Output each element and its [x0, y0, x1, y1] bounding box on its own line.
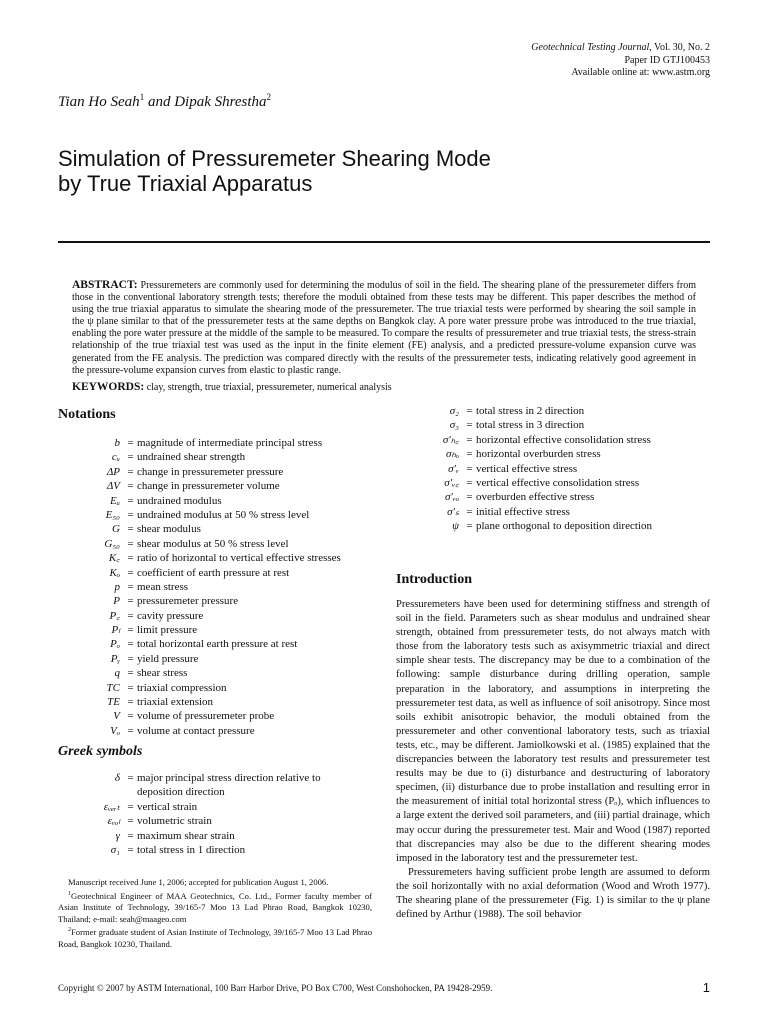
notations-heading-text: Notations	[58, 407, 116, 422]
notation-symbol: G₅₀	[104, 537, 120, 550]
notation-equals: =	[127, 710, 134, 723]
notation-row	[58, 537, 368, 551]
notation-definition: limit pressure	[137, 624, 198, 637]
notation-row	[58, 580, 368, 594]
notation-symbol: Kₒ	[109, 566, 120, 579]
footnote-1-mark: 1	[68, 890, 71, 897]
notation-symbol: TE	[107, 696, 120, 709]
notation-definition: horizontal overburden stress	[476, 448, 601, 461]
notation-definition: shear modulus at 50 % stress level	[137, 537, 289, 550]
notation-equals: =	[127, 815, 134, 828]
journal-header	[531, 42, 710, 80]
notation-symbol: Vₒ	[110, 724, 120, 737]
notation-symbol: σ′ᵥ꜀	[444, 476, 459, 489]
journal-name: Geotechnical Testing Journal	[531, 42, 650, 53]
author-2-affil: 2	[266, 92, 272, 102]
notation-definition: initial effective stress	[476, 505, 570, 518]
notation-equals: =	[127, 624, 134, 637]
abstract	[72, 279, 696, 377]
page-number: 1	[702, 980, 710, 995]
notation-symbol: σ′ᵥₒ	[444, 491, 459, 504]
notation-definition: total stress in 3 direction	[476, 419, 585, 432]
notation-definition: vertical effective stress	[476, 462, 578, 475]
notation-row	[58, 681, 368, 695]
footnote-2-mark: 2	[68, 927, 71, 934]
copyright: Copyright © 2007 by ASTM International, 100 Barr Harbor Drive, PO Box C700, West Conshohocken, PA 19428-2959.	[58, 983, 493, 993]
notation-row	[58, 771, 368, 800]
notation-definition: shear stress	[137, 667, 188, 680]
notation-definition: overburden effective stress	[476, 491, 595, 504]
notation-equals: =	[127, 508, 134, 521]
introduction-heading	[396, 570, 472, 588]
notation-equals: =	[127, 451, 134, 464]
notation-row	[58, 637, 368, 651]
notation-row	[58, 594, 368, 608]
notation-definition: volumetric strain	[137, 815, 212, 828]
introduction-body	[396, 598, 710, 922]
notation-equals: =	[127, 652, 134, 665]
notation-equals: =	[127, 494, 134, 507]
notation-equals: =	[127, 681, 134, 694]
notation-symbol: TC	[106, 681, 120, 694]
author-line	[58, 92, 271, 111]
notation-definition: total stress in 1 direction	[137, 844, 246, 857]
notation-row	[58, 666, 368, 680]
notation-row	[58, 829, 368, 843]
notation-equals: =	[127, 480, 134, 493]
notation-equals: =	[127, 437, 134, 449]
notation-row	[58, 652, 368, 666]
notation-symbol: p	[114, 580, 120, 593]
notation-row	[380, 433, 710, 447]
notation-equals: =	[466, 505, 473, 518]
notation-definition: major principal stress direction relative to deposition direction	[137, 772, 321, 799]
notation-symbol: cᵤ	[111, 451, 120, 464]
notation-definition: cavity pressure	[137, 609, 204, 622]
notation-row	[58, 724, 368, 738]
author-1-affil: 1	[139, 92, 145, 102]
notation-equals: =	[127, 724, 134, 737]
notation-row	[58, 843, 368, 857]
notation-row	[58, 800, 368, 814]
notation-row	[380, 476, 710, 490]
notation-symbol: b	[114, 437, 120, 449]
notation-equals: =	[466, 419, 473, 432]
notations-heading	[58, 405, 116, 423]
notation-row	[58, 566, 368, 580]
notation-equals: =	[127, 552, 134, 565]
notation-row	[58, 479, 368, 493]
online-availability: Available online at: www.astm.org	[571, 67, 710, 78]
notation-row	[58, 522, 368, 536]
notation-row	[380, 447, 710, 461]
notation-definition: vertical strain	[137, 800, 198, 813]
notation-equals: =	[127, 772, 134, 784]
notation-definition: triaxial compression	[137, 681, 227, 694]
notation-row	[58, 814, 368, 828]
notation-equals: =	[466, 433, 473, 446]
received-note: Manuscript received June 1, 2006; accepted for publication August 1, 2006.	[68, 877, 329, 887]
notation-equals: =	[127, 523, 134, 536]
notation-symbol: ΔP	[106, 465, 120, 478]
notations-list	[58, 436, 368, 738]
notation-equals: =	[466, 462, 473, 475]
notation-symbol: Pₗ	[111, 624, 120, 637]
footnote-1	[58, 889, 372, 926]
notation-definition: plane orthogonal to deposition direction	[476, 520, 652, 533]
notation-definition: triaxial extension	[137, 696, 214, 709]
notation-row	[380, 505, 710, 519]
notation-symbol: G	[112, 523, 120, 536]
notations-continued	[380, 404, 710, 534]
notation-equals: =	[466, 405, 473, 417]
notation-symbol: σ′ᵥ	[448, 462, 459, 475]
notation-row	[58, 450, 368, 464]
notation-symbol: σ′ₛ	[447, 505, 459, 518]
notation-equals: =	[127, 638, 134, 651]
notation-definition: mean stress	[137, 580, 189, 593]
notation-equals: =	[466, 448, 473, 461]
notation-definition: coefficient of earth pressure at rest	[137, 566, 290, 579]
introduction-heading-text: Introduction	[396, 572, 472, 587]
notation-equals: =	[127, 844, 134, 857]
notation-definition: pressuremeter pressure	[137, 595, 239, 608]
abstract-label: ABSTRACT:	[72, 279, 138, 291]
footnotes	[58, 877, 372, 950]
notation-symbol: P	[113, 595, 120, 608]
notation-equals: =	[127, 580, 134, 593]
author-2: Dipak Shrestha	[174, 94, 267, 110]
notation-definition: change in pressuremeter volume	[137, 480, 280, 493]
notation-equals: =	[127, 667, 134, 680]
notation-row	[58, 465, 368, 479]
notation-symbol: Eᵤ	[110, 494, 120, 507]
keywords-text: clay, strength, true triaxial, pressuremeter, numerical analysis	[144, 382, 392, 393]
notation-symbol: σ′ₕ꜀	[442, 433, 459, 446]
notation-definition: yield pressure	[137, 652, 199, 665]
notation-equals: =	[127, 465, 134, 478]
title-divider	[58, 241, 710, 243]
title-line-1: Simulation of Pressuremeter Shearing Mode	[58, 146, 491, 171]
notation-row	[58, 609, 368, 623]
notation-row	[58, 494, 368, 508]
notation-definition: volume at contact pressure	[137, 724, 255, 737]
notation-row	[58, 695, 368, 709]
notation-definition: vertical effective consolidation stress	[476, 476, 640, 489]
notation-definition: change in pressuremeter pressure	[137, 465, 284, 478]
notation-row	[58, 709, 368, 723]
keywords-label: KEYWORDS:	[72, 381, 145, 393]
paper-title	[58, 146, 658, 196]
notation-row	[58, 623, 368, 637]
abstract-text: Pressuremeters are commonly used for determining the modulus of soil in the field. The shearing plane of the pressuremeter differs from those in the conventional laboratory strength tests; therefore the moduli obtained from these tests may be different. This paper describes the method of using the true triaxial apparatus to simulate the shearing mode of the pressuremeter. The true triaxial tests were performed by shearing the soil sample in the ψ plane similar to that of the pressuremeter tests at the same depths on Bangkok clay. A pore water pressure probe was introduced to the true triaxial, enabling the pore water pressure at the middle of the sample to be measured. To compare the results of pressuremeter and true triaxial tests, the stress-strain relationship of the true triaxial test was used as the input in the finite element (FE) analysis, and a predicted pressure-volume expansion curve was generated from the FE analysis. The prediction was compared directly with the results of the pressuremeter tests, indicating relatively good agreement in the pressure-volume expansion curves from elastic to plastic range.	[72, 280, 696, 376]
notation-definition: total horizontal earth pressure at rest	[137, 638, 298, 651]
footnote-1-text: Geotechnical Engineer of MAA Geotechnics, Co. Ltd., Former faculty member of Asian Institute of Technology, 39/165-7 Moo 13 Lad Phrao Road, Bangkok 10230, Thailand; e-mail: seah@maageo.com	[58, 890, 372, 924]
notation-definition: horizontal effective consolidation stress	[476, 433, 651, 446]
greek-heading-text: Greek symbols	[58, 744, 143, 759]
notation-equals: =	[127, 537, 134, 550]
notation-equals: =	[466, 491, 473, 504]
paper-id: Paper ID GTJ100453	[624, 54, 710, 66]
notation-symbol: γ	[115, 829, 120, 842]
notation-symbol: Pᵧ	[110, 652, 120, 665]
footnote-2-text: Former graduate student of Asian Institute of Technology, 39/165-7 Moo 13 Lad Phrao Road, Bangkok 10230, Thailand.	[58, 927, 372, 949]
notation-symbol: V	[113, 710, 120, 723]
notation-definition: magnitude of intermediate principal stress	[137, 437, 323, 449]
notation-symbol: εᵥₒₗ	[107, 815, 120, 828]
notation-equals: =	[127, 800, 134, 813]
notation-symbol: σ₁	[110, 844, 120, 857]
notation-definition: undrained modulus at 50 % stress level	[137, 508, 310, 521]
notation-definition: maximum shear strain	[137, 829, 235, 842]
notation-row	[380, 418, 710, 432]
notation-symbol: Pₒ	[110, 638, 120, 651]
notation-definition: total stress in 2 direction	[476, 405, 585, 417]
notation-symbol: σ₃	[449, 419, 459, 432]
notation-equals: =	[127, 609, 134, 622]
notation-symbol: q	[114, 667, 120, 680]
notation-equals: =	[127, 696, 134, 709]
intro-paragraph-2: Pressuremeters having sufficient probe length are assumed to deform the soil horizontally with no axial deformation (Wood and Wroth 1977). The shearing plane of the pressuremeter (Fig. 1) is similar to the ψ plane defined by Arthur (1988). The soil behavior	[396, 866, 710, 921]
notation-row	[58, 551, 368, 565]
notation-definition: ratio of horizontal to vertical effective stresses	[137, 552, 341, 565]
notation-symbol: εᵥₑᵣₜ	[103, 800, 120, 813]
notation-row	[380, 462, 710, 476]
notation-equals: =	[127, 566, 134, 579]
greek-list	[58, 771, 368, 857]
author-1: Tian Ho Seah	[58, 94, 140, 110]
notation-symbol: P꜀	[109, 609, 120, 622]
notation-symbol: E₅₀	[105, 508, 120, 521]
notation-symbol: δ	[114, 772, 120, 784]
notation-definition: undrained modulus	[137, 494, 222, 507]
notation-row	[380, 404, 710, 418]
notation-equals: =	[466, 520, 473, 533]
greek-heading	[58, 742, 142, 760]
notation-row	[58, 436, 368, 450]
notation-definition: shear modulus	[137, 523, 201, 536]
notation-symbol: K꜀	[108, 552, 120, 565]
notation-symbol: ψ	[452, 520, 459, 533]
notation-symbol: σ₂	[449, 405, 459, 417]
notation-row	[380, 490, 710, 504]
notation-symbol: ΔV	[106, 480, 120, 493]
notation-equals: =	[127, 595, 134, 608]
notation-equals: =	[466, 476, 473, 489]
title-line-2: by True Triaxial Apparatus	[58, 171, 313, 196]
keywords	[72, 381, 696, 393]
notation-row	[380, 519, 710, 533]
notation-definition: volume of pressuremeter probe	[137, 710, 275, 723]
journal-volume: , Vol. 30, No. 2	[649, 42, 710, 53]
notation-row	[58, 508, 368, 522]
author-and: and	[144, 94, 175, 110]
notation-equals: =	[127, 829, 134, 842]
footnote-2	[58, 925, 372, 950]
intro-paragraph-1: Pressuremeters have been used for determining stiffness and strength of soil in the field. Parameters such as shear modulus and undrained shear strength, obtained from pressuremeter tests, do not always match with those from the laboratory tests such as axisymmetric triaxial and direct simple shear tests. The discrepancy may be due to a combination of the following: sample disturbance during drilling operation, sample preparation in the laboratory, and assumptions in interpreting the pressuremeter test data, as well as influence of soil anisotropy. Since most soils exhibit anisotropic behavior, the moduli obtained from the pressuremeter and other conventional laboratory tests, such as triaxial tests, etc., may be different. Jamiolkowski et al. (1985) explained that the discrepancies between the laboratory test results and pressuremeter test results may be due to (i) disturbance and destructuring of laboratory specimen, (ii) disturbance due to probe installation and resulting error in the measurement of initial total horizontal stress (Pₒ), which influences to a large extent the derived soil parameters, and (iii) partial drainage, which may occur during the pressuremeter test. Mair and Wood (1987) reported that discrepancies may also be due to the different shearing modes imposed in the laboratory test and the pressuremeter test.	[396, 599, 710, 864]
notation-symbol: σₕₒ	[445, 448, 459, 461]
notation-definition: undrained shear strength	[137, 451, 246, 464]
